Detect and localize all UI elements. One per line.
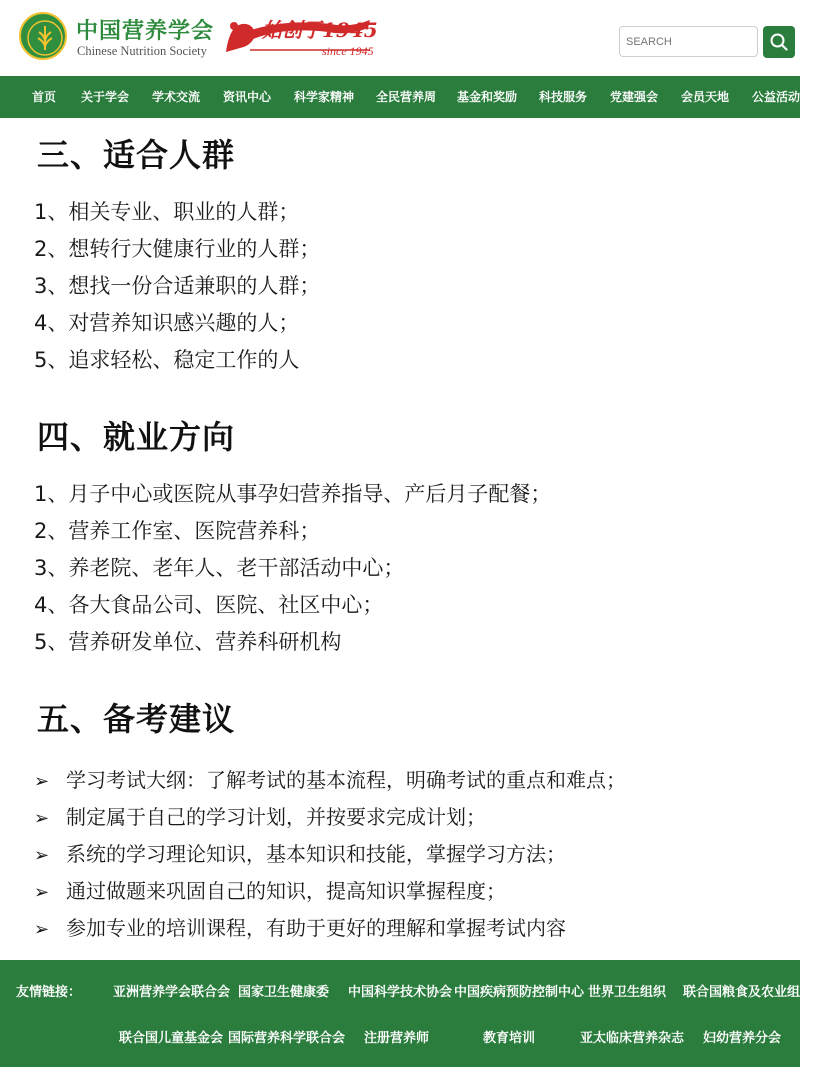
since-year: since 1945 [322, 44, 374, 58]
arrow-bullet-icon: ➢ [34, 771, 50, 792]
list-item: 1、月子中心或医院从事孕妇营养指导、产后月子配餐； [34, 482, 552, 506]
arrow-bullet-icon: ➢ [34, 919, 50, 940]
nav-item-members[interactable]: 会员天地 [681, 90, 730, 104]
nav-item-public-welfare[interactable]: 公益活动 [752, 90, 801, 104]
list-item: 2、营养工作室、医院营养科； [34, 519, 321, 543]
arrow-bullet-icon: ➢ [34, 845, 50, 866]
list-item [34, 912, 566, 941]
nav-item-party-building[interactable]: 党建强会 [610, 90, 659, 104]
nav-item-nutrition-week[interactable]: 全民营养周 [376, 90, 437, 104]
nav-item-home[interactable]: 首页 [32, 90, 57, 104]
footer-link[interactable]: 注册营养师 [364, 1031, 430, 1046]
friendly-links-label: 友情链接： [16, 985, 82, 1000]
footer-link[interactable]: 中国疾病预防控制中心 [454, 985, 585, 1000]
list-item-text: 制定属于自己的学习计划，并按要求完成计划； [66, 805, 486, 829]
list-item: 3、想找一份合适兼职的人群； [34, 274, 321, 298]
list-item: 5、营养研发单位、营养科研机构 [34, 630, 342, 654]
list-item: 3、养老院、老年人、老干部活动中心； [34, 556, 405, 580]
list-item [34, 764, 626, 793]
footer-link[interactable]: 中国科学技术协会 [348, 985, 453, 1000]
footer-link[interactable]: 亚洲营养学会联合会 [113, 985, 231, 1000]
arrow-bullet-icon: ➢ [34, 808, 50, 829]
society-logo-icon[interactable] [19, 12, 67, 60]
search-input[interactable] [619, 26, 758, 57]
list-item [34, 838, 566, 867]
list-item: 1、相关专业、职业的人群； [34, 200, 300, 224]
list-item: 2、想转行大健康行业的人群； [34, 237, 321, 261]
list-item [34, 801, 486, 830]
footer-link[interactable]: 亚太临床营养杂志 [580, 1031, 685, 1046]
site-header [0, 0, 800, 76]
footer-link[interactable]: 教育培训 [483, 1031, 536, 1046]
section-title-exam-tips: 五、备考建议 [37, 700, 236, 738]
list-item-text: 通过做题来巩固自己的知识，提高知识掌握程度； [66, 879, 506, 903]
org-name-en[interactable]: Chinese Nutrition Society [77, 44, 207, 58]
section-title-employment: 四、就业方向 [37, 418, 236, 456]
footer-link[interactable]: 联合国儿童基金会 [119, 1031, 224, 1046]
list-item: 5、追求轻松、稳定工作的人 [34, 348, 300, 372]
footer-link[interactable]: 国家卫生健康委 [238, 985, 330, 1000]
footer-link[interactable]: 国际营养科学联合会 [228, 1031, 346, 1046]
list-item: 4、对营养知识感兴趣的人； [34, 311, 300, 335]
nav-item-scientist-spirit[interactable]: 科学家精神 [294, 90, 355, 104]
list-item-text: 参加专业的培训课程，有助于更好的理解和掌握考试内容 [66, 916, 566, 940]
footer-link[interactable]: 世界卫生组织 [588, 985, 667, 1000]
nav-item-about[interactable]: 关于学会 [81, 90, 130, 104]
section-title-target-groups: 三、适合人群 [37, 136, 236, 174]
nav-item-funds-awards[interactable]: 基金和奖励 [457, 90, 518, 104]
search-icon [763, 26, 795, 58]
org-name-cn[interactable]: 中国营养学会 [76, 19, 215, 44]
search-button[interactable] [763, 26, 795, 58]
nav-item-academic[interactable]: 学术交流 [152, 90, 201, 104]
since-slogan: 始创于1945 [262, 18, 378, 42]
arrow-bullet-icon: ➢ [34, 882, 50, 903]
footer-link[interactable]: 联合国粮食及农业组织 [683, 985, 813, 1000]
list-item [34, 875, 506, 904]
nav-item-news[interactable]: 资讯中心 [223, 90, 272, 104]
main-nav [0, 76, 800, 118]
footer-link[interactable]: 妇幼营养分会 [703, 1031, 782, 1046]
list-item-text: 系统的学习理论知识，基本知识和技能，掌握学习方法； [66, 842, 566, 866]
nav-item-tech-services[interactable]: 科技服务 [539, 90, 588, 104]
list-item: 4、各大食品公司、医院、社区中心； [34, 593, 384, 617]
list-item-text: 学习考试大纲：了解考试的基本流程，明确考试的重点和难点； [66, 768, 626, 792]
friendly-links-footer [0, 960, 813, 1067]
